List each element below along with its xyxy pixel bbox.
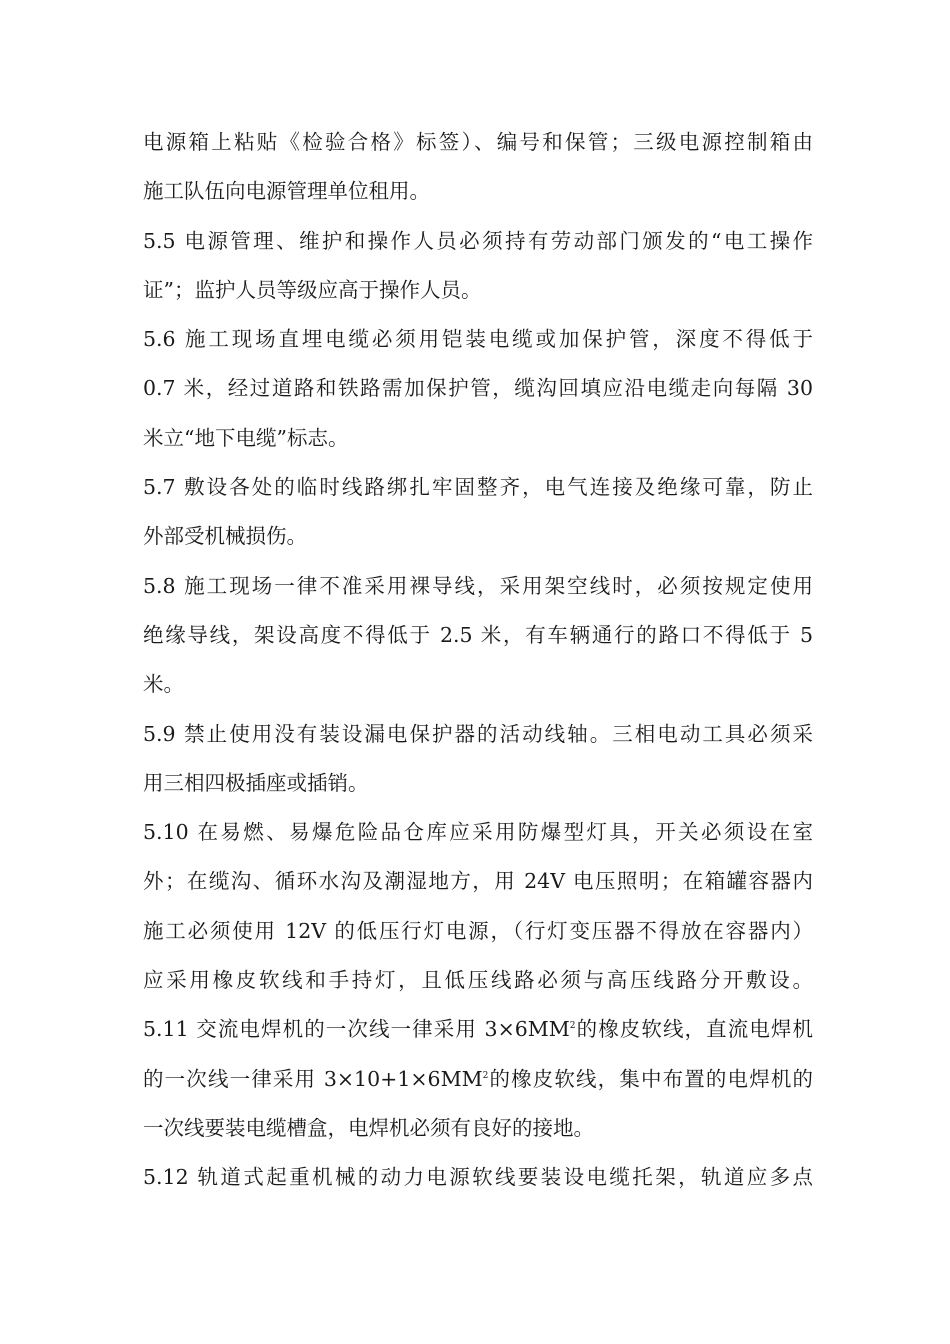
text-line: 应采用橡皮软线和手持灯，且低压线路必须与高压线路分开敷设。 (143, 968, 813, 993)
text-line: 证”；监护人员等级应高于操作人员。 (143, 277, 482, 302)
text-segment: 的橡皮软线，直流电焊机 (575, 1017, 814, 1042)
text-line: 外部受机械损伤。 (143, 524, 307, 549)
text-line: 施工必须使用 12V 的低压行灯电源，（行灯变压器不得放在容器内） (143, 918, 813, 943)
text-line: 5.6 施工现场直埋电缆必须用铠装电缆或加保护管，深度不得低于 (143, 327, 813, 352)
text-line: 外；在缆沟、循环水沟及潮湿地方，用 24V 电压照明；在箱罐容器内 (143, 869, 813, 894)
text-line: 5.8 施工现场一律不准采用裸导线，采用架空线时，必须按规定使用 (143, 573, 813, 598)
text-line: 施工队伍向电源管理单位租用。 (143, 179, 430, 204)
text-line: 绝缘导线，架设高度不得低于 2.5 米，有车辆通行的路口不得低于 5 (143, 622, 813, 647)
text-line: 5.10 在易燃、易爆危险品仓库应采用防爆型灯具，开关必须设在室 (143, 820, 813, 845)
text-line: 米。 (143, 672, 184, 697)
text-segment: 5.11 交流电焊机的一次线一律采用 3×6MM (143, 1017, 570, 1042)
text-line: 5.12 轨道式起重机械的动力电源软线要装设电缆托架，轨道应多点 (143, 1165, 813, 1190)
text-segment: 的一次线一律采用 3×10+1×6MM (143, 1066, 483, 1091)
text-line: 电源箱上粘贴《检验合格》标签）、编号和保管；三级电源控制箱由 (143, 130, 813, 154)
superscript: 2 (482, 1070, 489, 1081)
text-line: 米立“地下电缆”标志。 (143, 425, 349, 450)
text-line: 5.7 敷设各处的临时线路绑扎牢固整齐，电气连接及绝缘可靠，防止 (143, 475, 813, 500)
text-line (143, 1005, 813, 1054)
document-body (143, 118, 813, 1203)
text-line: 5.9 禁止使用没有装设漏电保护器的活动线轴。三相电动工具必须采 (143, 721, 813, 746)
text-line (143, 1055, 813, 1104)
text-line: 0.7 米，经过道路和铁路需加保护管，缆沟回填应沿电缆走向每隔 30 (143, 376, 813, 401)
text-segment: 的橡皮软线，集中布置的电焊机的 (488, 1066, 813, 1091)
superscript: 2 (569, 1021, 576, 1032)
text-line: 5.5 电源管理、维护和操作人员必须持有劳动部门颁发的“电工操作 (143, 228, 813, 253)
text-line: 用三相四极插座或插销。 (143, 770, 369, 795)
text-line: 一次线要装电缆槽盒，电焊机必须有良好的接地。 (143, 1115, 594, 1140)
